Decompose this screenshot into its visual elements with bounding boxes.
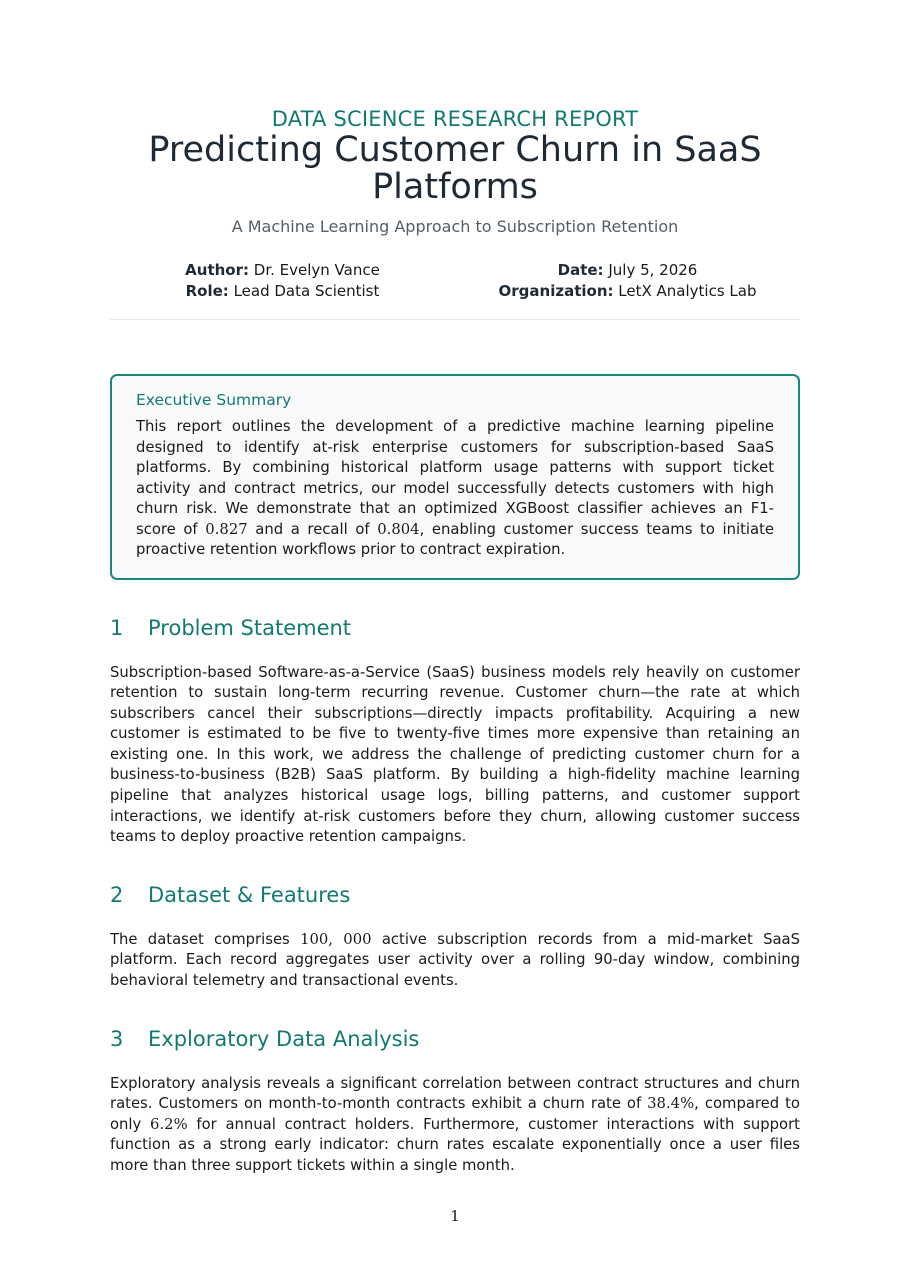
section-body-problem-statement: Subscription-based Software-as-a-Service (SaaS) business models rely heavily on customer retention to sustain long-term recurring revenue. Customer churn—the rate at which subscribers cancel their subscriptions—directly impacts profitability. Acquiring a new customer is estimated to be five to twenty-five times more expensive than retaining an existing one. In this work, we address the challenge of predicting customer churn for a business-to-business (B2B) SaaS platform. By building a high-fidelity machine learning pipeline that analyzes historical usage logs, billing patterns, and customer support interactions, we identify at-risk customers before they churn, allowing customer success teams to deploy proactive retention campaigns.: [110, 663, 800, 846]
eda-text-part-3: for annual contract holders. Furthermore, customer interactions with support function as a strong early indicator: churn rates escalate exponentially once a user files more than three support tickets within a single month.: [110, 1115, 800, 1174]
summary-text-part-3: , enabling customer success teams to initiate proactive retention workflows prior to contract expiration.: [136, 520, 774, 558]
meta-role-key: Role:: [185, 282, 229, 300]
section-title: Dataset & Features: [148, 882, 351, 907]
section-heading-dataset-features: [110, 882, 800, 908]
section-number: 3: [110, 1026, 124, 1051]
summary-text-part-2: and a recall of: [247, 520, 378, 538]
executive-summary-text: [136, 417, 774, 561]
report-subtitle: A Machine Learning Approach to Subscription Retention: [231, 217, 679, 236]
section-heading-exploratory-analysis: [110, 1026, 800, 1052]
meta-role-value: Lead Data Scientist: [233, 282, 380, 300]
report-page: [110, 100, 800, 1177]
meta-right-column: [455, 260, 800, 302]
meta-author-value: Dr. Evelyn Vance: [253, 261, 380, 279]
section-body-exploratory-analysis: [110, 1074, 800, 1177]
section-number: 1: [110, 615, 124, 640]
section-number: 2: [110, 882, 124, 907]
meta-organization-key: Organization:: [498, 282, 614, 300]
summary-f1-score: 0.827: [205, 520, 248, 538]
executive-summary-box: [110, 374, 800, 580]
meta-author-key: Author:: [185, 261, 249, 279]
report-header: [110, 106, 800, 302]
eda-text-part-2: , compared to only: [110, 1095, 800, 1133]
executive-summary-title: Executive Summary: [136, 391, 292, 409]
report-label: DATA SCIENCE RESEARCH REPORT: [271, 107, 639, 131]
section-title: Problem Statement: [148, 615, 352, 640]
section-title: Exploratory Data Analysis: [148, 1026, 420, 1051]
meta-date-value: July 5, 2026: [608, 261, 698, 279]
meta-date-key: Date:: [557, 261, 604, 279]
summary-text-part-1: This report outlines the development of a predictive machine learning pipeline designed to identify at-risk enterprise customers for subscription-based SaaS platforms. By combining historical platform usage patterns with support ticket activity and contract metrics, our model successfully detects customers with high churn risk. We demonstrate that an optimized XGBoost classifier achieves an F1-score of: [136, 418, 774, 538]
dataset-record-count: 100, 000: [300, 930, 372, 948]
dataset-text-part-2: active subscription records from a mid-market SaaS platform. Each record aggregates user activity over a rolling 90-day window, combining behavioral telemetry and transactional events.: [110, 930, 800, 990]
meta-author: [110, 260, 455, 281]
eda-annual-churn: 6.2%: [150, 1115, 188, 1133]
section-body-dataset-features: [110, 930, 800, 992]
eda-text-part-1: Exploratory analysis reveals a significant correlation between contract structures and churn rates. Customers on month-to-month contracts exhibit a churn rate of: [110, 1074, 800, 1113]
meta-organization-value: LetX Analytics Lab: [618, 282, 757, 300]
eda-monthly-churn: 38.4%: [647, 1095, 695, 1113]
meta-role: [110, 281, 455, 302]
meta-date: [455, 260, 800, 281]
header-divider: [110, 319, 800, 320]
meta-organization: [455, 281, 800, 302]
meta-left-column: [110, 260, 455, 302]
page-number: 1: [450, 1207, 460, 1225]
report-title: Predicting Customer Churn in SaaS Platforms: [148, 130, 762, 207]
summary-recall: 0.804: [377, 520, 420, 538]
report-metadata: [110, 260, 800, 302]
dataset-text-part-1: The dataset comprises: [110, 930, 301, 948]
section-heading-problem-statement: [110, 615, 800, 641]
